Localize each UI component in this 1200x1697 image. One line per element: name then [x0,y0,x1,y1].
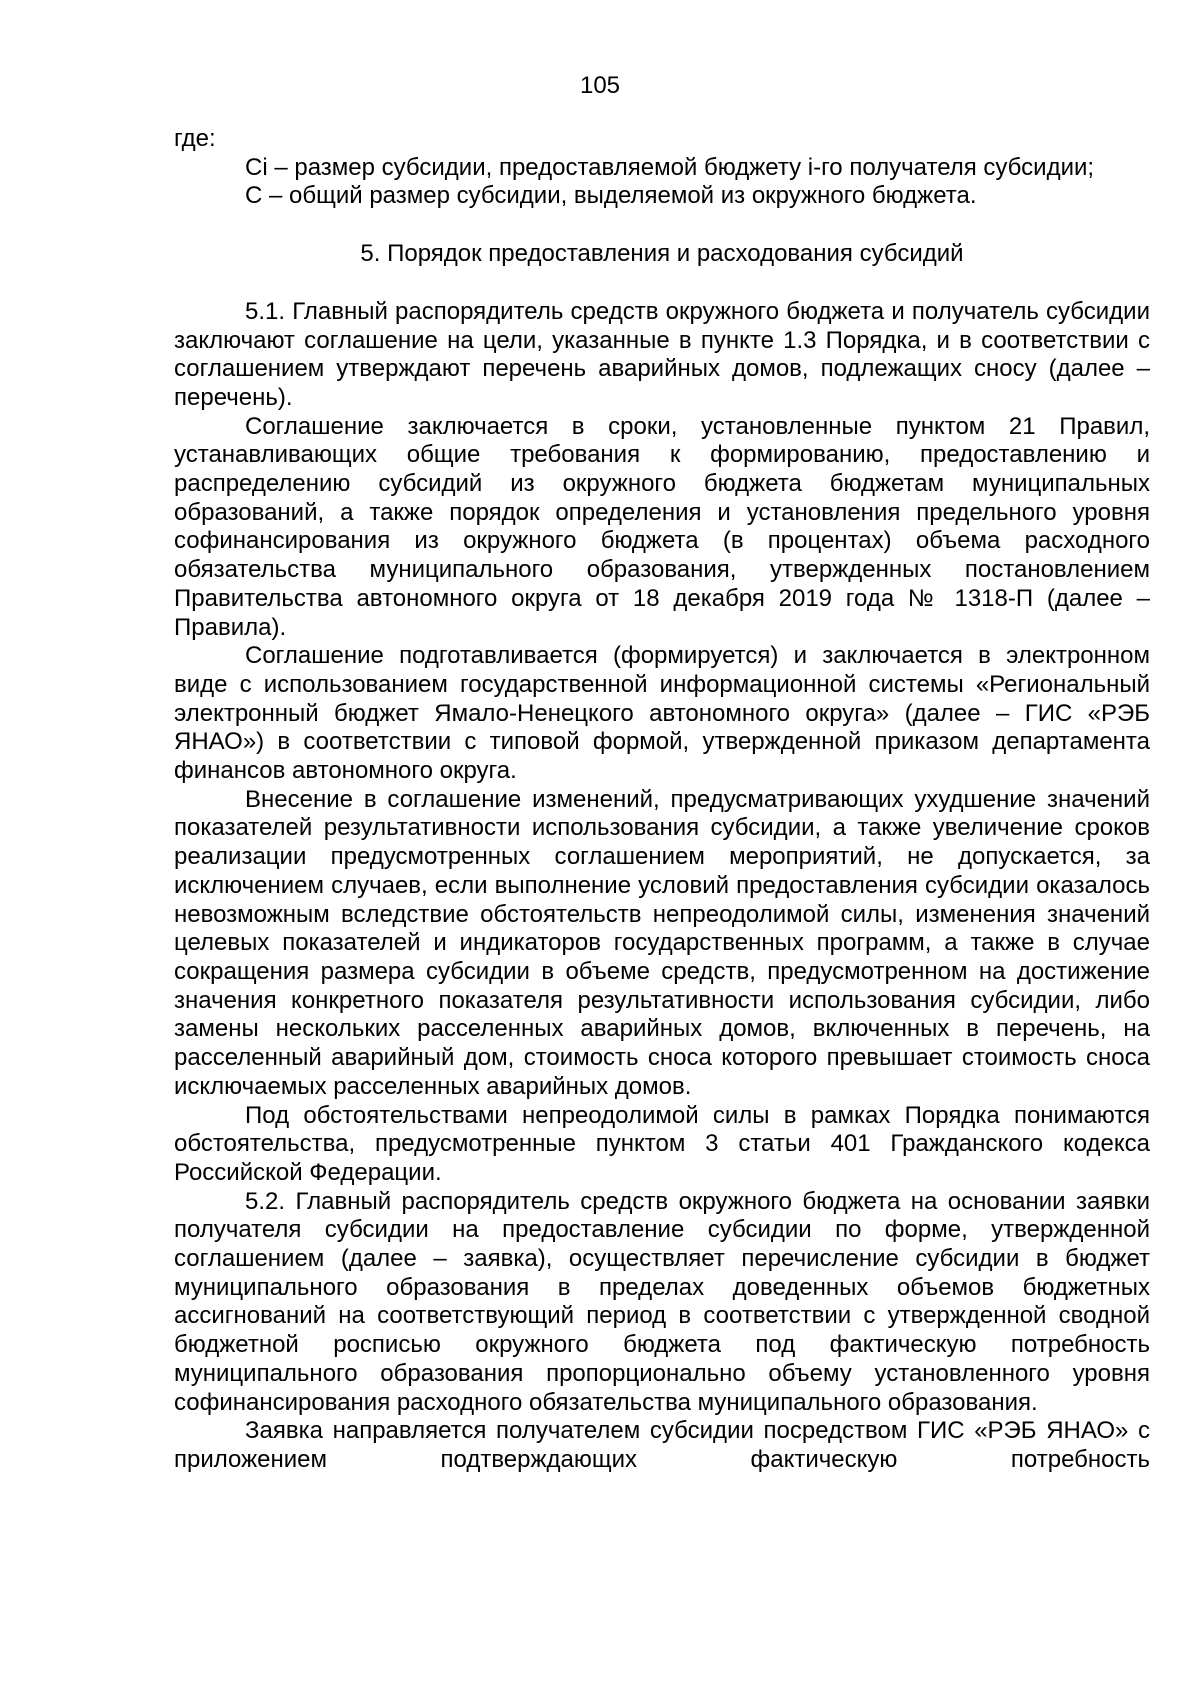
definition-ci: Ci – размер субсидии, предоставляемой бюджету i-го получателя субсидии; [245,153,1095,181]
paragraph-agreement-changes: Внесение в соглашение изменений, предусматривающих ухудшение значений показателей результативности использования субсидии, а также увеличение сроков реализации предусмотренных соглашением мероприятий, не допускается, за исключением случаев, если выполнение условий предоставления субсидии оказалось невозможным вследствие обстоятельств непреодолимой силы, изменения значений целевых показателей и индикаторов государственных программ, а также в случае сокращения размера субсидии в объеме средств, предусмотренном на достижение значения конкретного показателя результативности использования субсидии, либо замены нескольких расселенных аварийных домов, включенных в перечень, на расселенный аварийный дом, стоимость сноса которого превышает стоимость сноса исключаемых расселенных аварийных домов. [174,785,1150,1100]
section-title: 5. Порядок предоставления и расходования субсидий [360,240,964,268]
page-number: 105 [579,72,621,99]
intro-text: где: [174,125,216,152]
paragraph-force-majeure: Под обстоятельствами непреодолимой силы в рамках Порядка понимаются обстоятельства, предусмотренные пунктом 3 статьи 401 Гражданского кодекса Российской Федерации. [174,1101,1150,1186]
paragraph-agreement-terms: Соглашение заключается в сроки, установленные пунктом 21 Правил, устанавливающих общие требования к формированию, предоставлению и распределению субсидий из окружного бюджета бюджетам муниципальных образований, а также порядок определения и установления предельного уровня софинансирования из окружного бюджета (в процентах) объема расходного обязательства муниципального образования, утвержденных постановлением Правительства автономного округа от 18 декабря 2019 года № 1318-П (далее – Правила). [174,412,1150,641]
paragraph-5-2: 5.2. Главный распорядитель средств окружного бюджета на основании заявки получателя субсидии на предоставление субсидии по форме, утвержденной соглашением (далее – заявка), осуществляет перечисление субсидии в бюджет муниципального образования в пределах доведенных объемов бюджетных ассигнований на соответствующий период в соответствии с утвержденной сводной бюджетной росписью окружного бюджета под фактическую потребность муниципального образования пропорционально объему установленного уровня софинансирования расходного обязательства муниципального образования. [174,1187,1150,1416]
definition-c: С – общий размер субсидии, выделяемой из окружного бюджета. [245,182,977,210]
paragraph-5-1: 5.1. Главный распорядитель средств окружного бюджета и получатель субсидии заключают соглашение на цели, указанные в пункте 1.3 Порядка, и в соответствии с соглашением утверждают перечень аварийных домов, подлежащих сносу (далее – перечень). [174,297,1150,411]
paragraph-application: Заявка направляется получателем субсидии посредством ГИС «РЭБ ЯНАО» с приложением подтверждающих фактическую потребность [174,1417,1150,1473]
paragraph-agreement-electronic: Соглашение подготавливается (формируется) и заключается в электронном виде с использованием государственной информационной системы «Региональный электронный бюджет Ямало-Ненецкого автономного округа» (далее – ГИС «РЭБ ЯНАО») в соответствии с типовой формой, утвержденной приказом департамента финансов автономного округа. [174,642,1150,785]
document-body [174,125,1150,1475]
